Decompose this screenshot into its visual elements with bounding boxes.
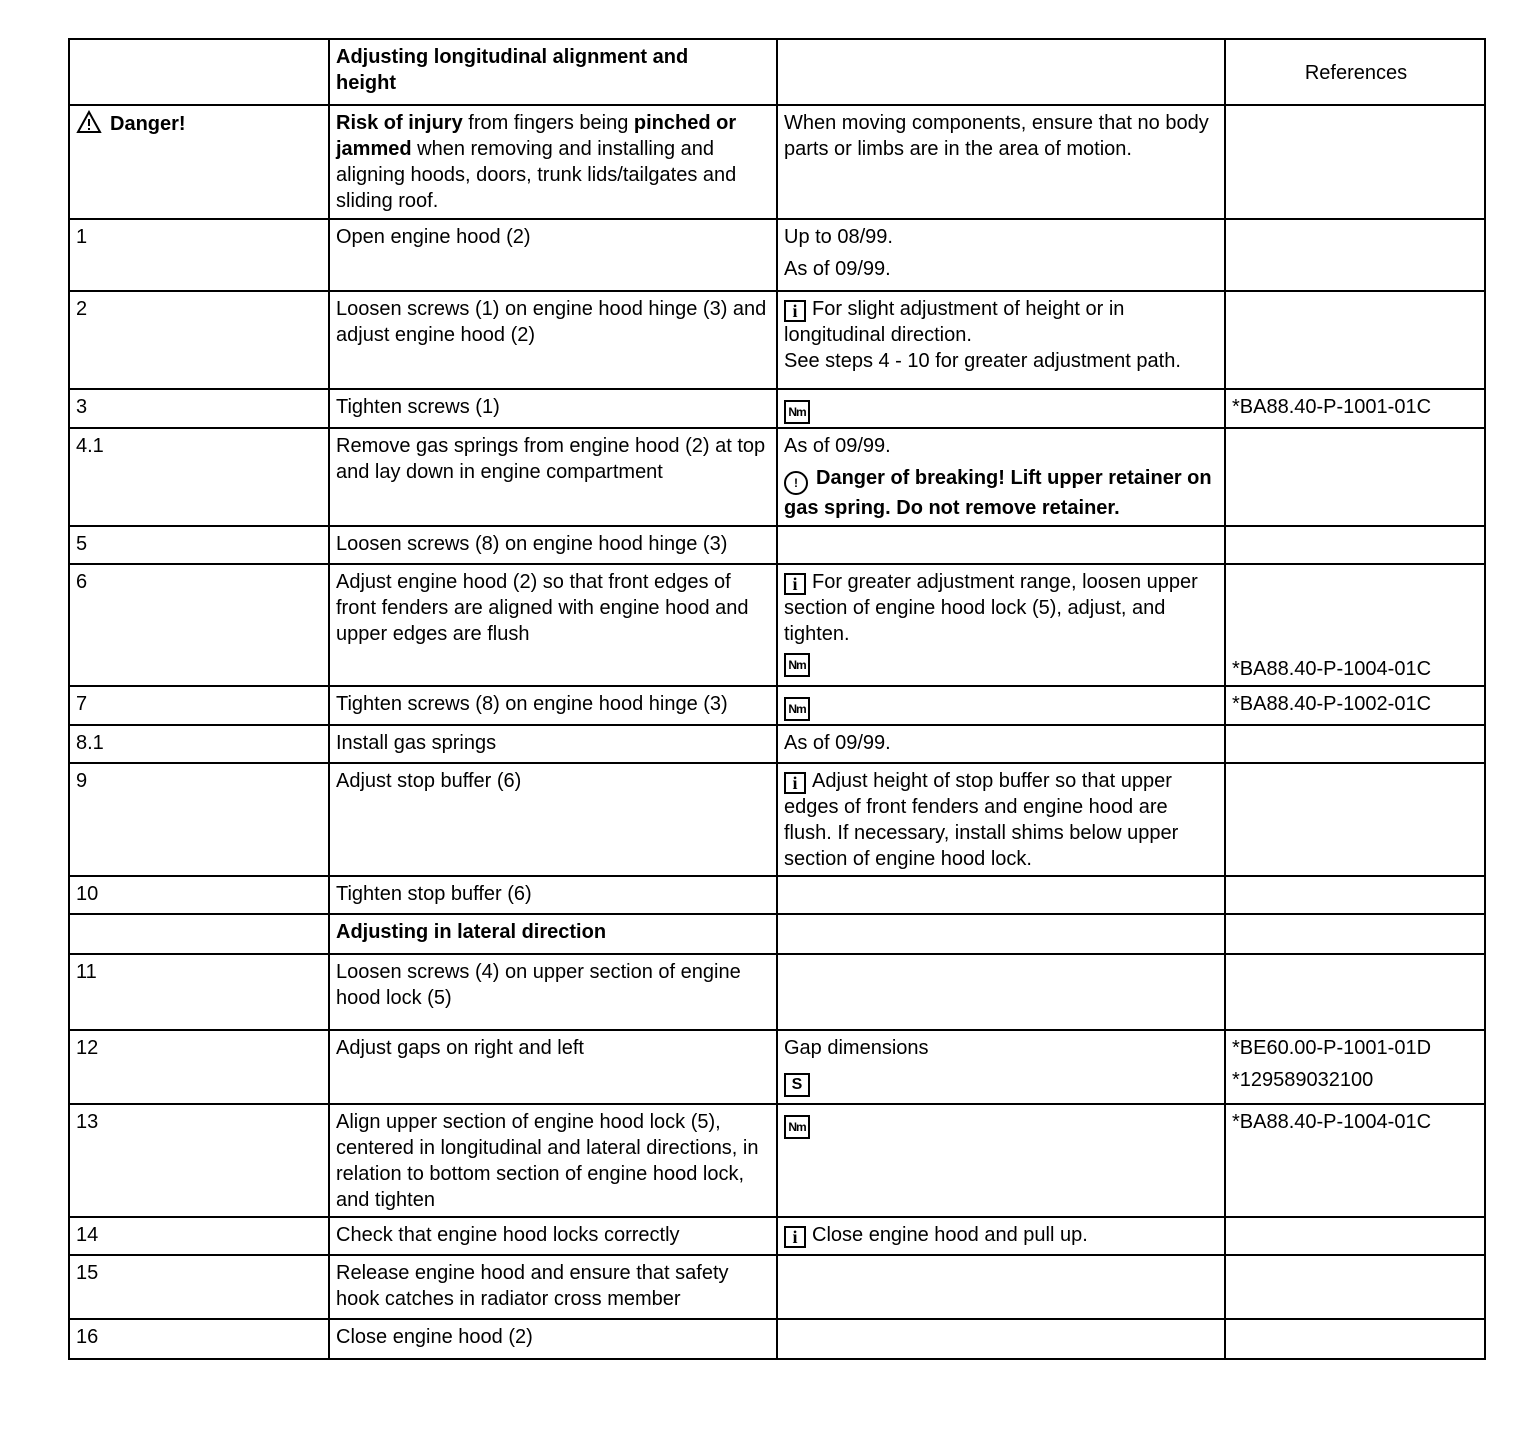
step-row — [69, 686, 1485, 725]
step-action: Tighten screws (8) on engine hood hinge (3) — [329, 686, 777, 725]
reference-cell — [1225, 1030, 1485, 1104]
danger-text: Risk of injury from fingers being pinched or jammed when removing and installing and aligning hoods, doors, trunk lids/tailgates and sliding roof. — [329, 105, 777, 219]
reference-link[interactable]: *BE60.00-P-1001-01D — [1232, 1037, 1432, 1059]
danger-label: Danger! — [110, 113, 186, 135]
step-note — [777, 954, 1225, 1030]
info-icon: i — [784, 1226, 806, 1248]
step-note — [777, 389, 1225, 428]
danger-note: When moving components, ensure that no body parts or limbs are in the area of motion. — [777, 105, 1225, 219]
step-action: Tighten stop buffer (6) — [329, 876, 777, 914]
step-note — [777, 686, 1225, 725]
step-number: 3 — [69, 389, 329, 428]
step-row — [69, 954, 1485, 1030]
step-action: Release engine hood and ensure that safety hook catches in radiator cross member — [329, 1255, 777, 1319]
step-row — [69, 1217, 1485, 1255]
header-row — [69, 39, 1485, 105]
reference-cell — [1225, 914, 1485, 954]
reference-link[interactable]: *BA88.40-P-1002-01C — [1225, 686, 1485, 725]
step-note — [777, 526, 1225, 564]
step-number — [69, 914, 329, 954]
step-note — [777, 876, 1225, 914]
danger-label-cell — [69, 105, 329, 219]
reference-link[interactable]: *BA88.40-P-1004-01C — [1225, 1104, 1485, 1217]
header-empty-cell — [69, 39, 329, 105]
step-note: Gap dimensions S — [777, 1030, 1225, 1104]
step-number: 14 — [69, 1217, 329, 1255]
reference-cell — [1225, 725, 1485, 763]
step-row — [69, 1104, 1485, 1217]
step-number: 8.1 — [69, 725, 329, 763]
reference-link[interactable]: *BA88.40-P-1001-01C — [1225, 389, 1485, 428]
step-note — [777, 1104, 1225, 1217]
step-action: Loosen screws (8) on engine hood hinge (3) — [329, 526, 777, 564]
step-action: Adjust gaps on right and left — [329, 1030, 777, 1104]
torque-icon: Nm — [784, 400, 810, 424]
reference-cell — [1225, 526, 1485, 564]
step-row — [69, 1030, 1485, 1104]
step-row — [69, 564, 1485, 686]
step-action: Open engine hood (2) — [329, 219, 777, 291]
step-action: Remove gas springs from engine hood (2) at top and lay down in engine compartment — [329, 428, 777, 526]
danger-row — [69, 105, 1485, 219]
step-action: Install gas springs — [329, 725, 777, 763]
torque-icon: Nm — [784, 653, 810, 677]
step-number: 15 — [69, 1255, 329, 1319]
reference-cell — [1225, 954, 1485, 1030]
step-note: i For greater adjustment range, loosen upper section of engine hood lock (5), adjust, and tighten. Nm — [777, 564, 1225, 686]
reference-cell — [1225, 763, 1485, 876]
reference-cell — [1225, 1255, 1485, 1319]
info-icon: i — [784, 300, 806, 322]
torque-icon: Nm — [784, 1115, 810, 1139]
procedure-table — [68, 38, 1486, 1360]
step-number: 10 — [69, 876, 329, 914]
reference-cell — [1225, 105, 1485, 219]
step-row — [69, 1319, 1485, 1359]
step-row — [69, 428, 1485, 526]
step-row — [69, 763, 1485, 876]
step-note — [777, 914, 1225, 954]
reference-cell — [1225, 1319, 1485, 1359]
step-row — [69, 876, 1485, 914]
reference-cell — [1225, 219, 1485, 291]
step-number: 9 — [69, 763, 329, 876]
reference-cell — [1225, 291, 1485, 389]
step-note — [777, 1255, 1225, 1319]
warning-triangle-icon — [76, 110, 102, 134]
step-note: Up to 08/99. As of 09/99. — [777, 219, 1225, 291]
step-action: Check that engine hood locks correctly — [329, 1217, 777, 1255]
info-icon: i — [784, 573, 806, 595]
step-note: i Close engine hood and pull up. — [777, 1217, 1225, 1255]
step-action: Tighten screws (1) — [329, 389, 777, 428]
references-header: References — [1225, 39, 1485, 105]
step-number: 5 — [69, 526, 329, 564]
step-action: Close engine hood (2) — [329, 1319, 777, 1359]
step-row — [69, 526, 1485, 564]
step-row — [69, 291, 1485, 389]
step-number: 16 — [69, 1319, 329, 1359]
step-number: 2 — [69, 291, 329, 389]
reference-link[interactable]: *BA88.40-P-1004-01C — [1225, 564, 1485, 686]
header-empty-cell — [777, 39, 1225, 105]
section-title: Adjusting longitudinal alignment and height — [329, 39, 777, 105]
step-note: i For slight adjustment of height or in longitudinal direction. See steps 4 - 10 for greater adjustment path. — [777, 291, 1225, 389]
step-number: 1 — [69, 219, 329, 291]
torque-icon: Nm — [784, 697, 810, 721]
step-row — [69, 1255, 1485, 1319]
step-note — [777, 1319, 1225, 1359]
step-action: Adjust engine hood (2) so that front edges of front fenders are aligned with engine hood and upper edges are flush — [329, 564, 777, 686]
step-row — [69, 389, 1485, 428]
step-number: 13 — [69, 1104, 329, 1217]
step-note: As of 09/99. — [777, 725, 1225, 763]
step-number: 11 — [69, 954, 329, 1030]
step-action: Loosen screws (1) on engine hood hinge (3) and adjust engine hood (2) — [329, 291, 777, 389]
step-action: Align upper section of engine hood lock (5), centered in longitudinal and lateral directions, in relation to bottom section of engine hood lock, and tighten — [329, 1104, 777, 1217]
step-note: i Adjust height of stop buffer so that upper edges of front fenders and engine hood are flush. If necessary, install shims below upper section of engine hood lock. — [777, 763, 1225, 876]
subsection-title: Adjusting in lateral direction — [329, 914, 777, 954]
special-tool-icon: S — [784, 1073, 810, 1097]
step-number: 6 — [69, 564, 329, 686]
subsection-row — [69, 914, 1485, 954]
info-icon: i — [784, 772, 806, 794]
step-row — [69, 725, 1485, 763]
reference-cell — [1225, 428, 1485, 526]
step-number: 4.1 — [69, 428, 329, 526]
step-number: 7 — [69, 686, 329, 725]
step-action: Adjust stop buffer (6) — [329, 763, 777, 876]
reference-link[interactable]: *129589032100 — [1232, 1069, 1374, 1091]
reference-cell — [1225, 1217, 1485, 1255]
reference-cell — [1225, 876, 1485, 914]
stop-icon: ! — [784, 471, 808, 495]
step-row — [69, 219, 1485, 291]
step-action: Loosen screws (4) on upper section of engine hood lock (5) — [329, 954, 777, 1030]
step-note: As of 09/99. ! Danger of breaking! Lift upper retainer on gas spring. Do not remove retainer. — [777, 428, 1225, 526]
step-number: 12 — [69, 1030, 329, 1104]
